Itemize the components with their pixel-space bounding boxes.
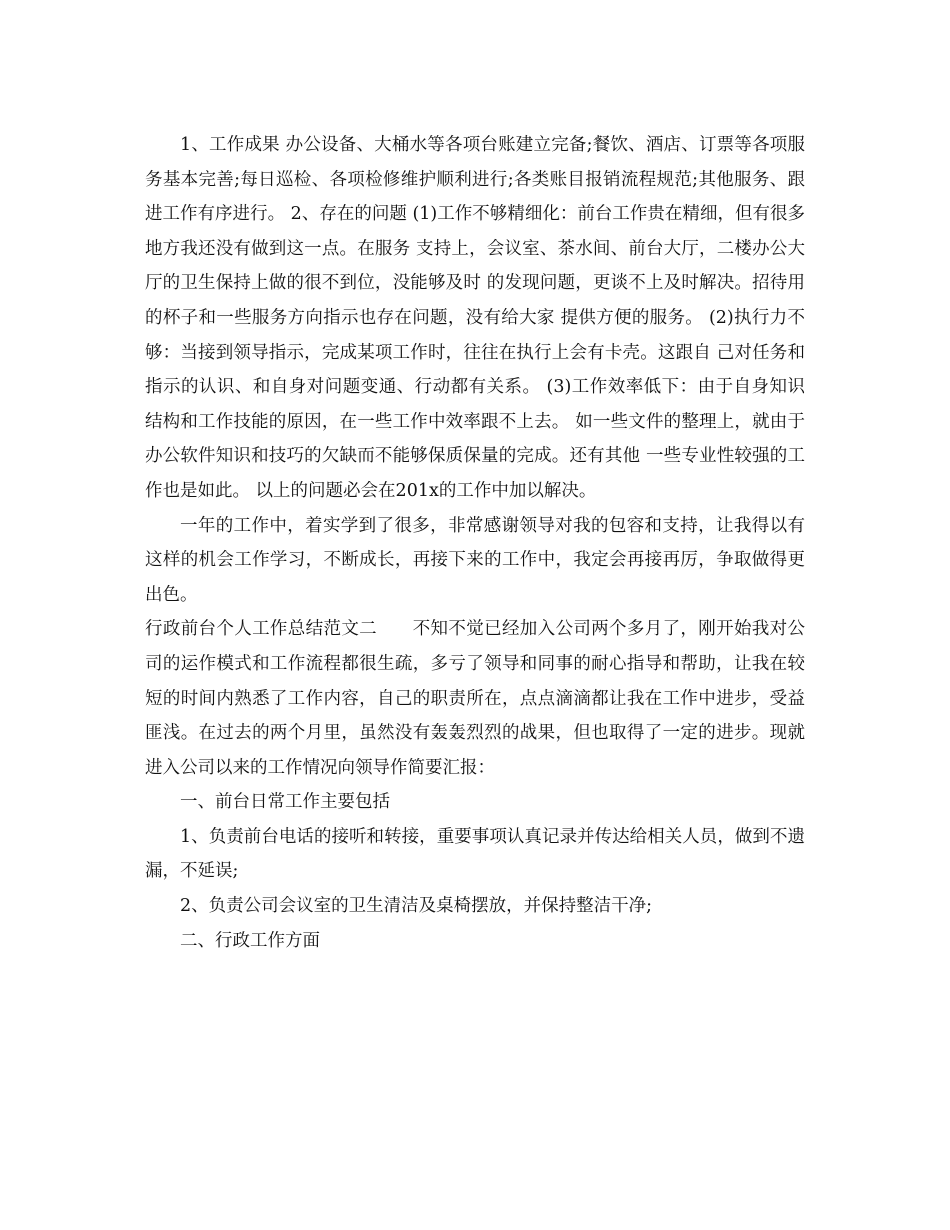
- paragraph-summary-two: 行政前台个人工作总结范文二 不知不觉已经加入公司两个多月了，刚开始我对公司的运作模式和工作流程都很生疏，多亏了领导和同事的耐心指导和帮助，让我在较短的时间内熟悉了工作内容，自己的职责所在，点点滴滴都让我在工作中进步，受益匪浅。在过去的两个月里，虽然没有轰轰烈烈的战果，但也取得了一定的进步。现就进入公司以来的工作情况向领导作简要汇报：: [145, 619, 805, 778]
- list-item-phone: 1、负责前台电话的接听和转接，重要事项认真记录并传达给相关人员，做到不遗漏，不延误;: [145, 826, 805, 882]
- section-heading-front-desk: 一、前台日常工作主要包括: [180, 792, 390, 813]
- section-heading-admin: 二、行政工作方面: [180, 930, 320, 951]
- list-item-meeting-room: 2、负责公司会议室的卫生清洁及桌椅摆放，并保持整洁干净;: [180, 896, 653, 917]
- paragraph-work-results: 1、工作成果 办公设备、大桶水等各项台账建立完备;餐饮、酒店、订票等各项服务基本完善;每日巡检、各项检修维护顺利进行;各类账目报销流程规范;其他服务、跟进工作有序进行。 2、存在的问题 (1)工作不够精细化：前台工作贵在精细，但有很多地方我还没有做到这一点。在服务 支持上，会议室、茶水间、前台大厅，二楼办公大厅的卫生保持上做的很不到位，没能够及时 的发现问题，更谈不上及时解决。招待用的杯子和一些服务方向指示也存在问题，没有给大家 提供方便的服务。 (2)执行力不够：当接到领导指示，完成某项工作时，往往在执行上会有卡壳。这跟自 己对任务和指示的认识、和自身对问题变通、行动都有关系。 (3)工作效率低下：由于自身知识结构和工作技能的原因，在一些工作中效率跟不上去。 如一些文件的整理上，就由于办公软件知识和技巧的欠缺而不能够保质保量的完成。还有其他 一些专业性较强的工作也是如此。 以上的问题必会在201x的工作中加以解决。: [145, 135, 805, 501]
- paragraph-year-review: 一年的工作中，着实学到了很多，非常感谢领导对我的包容和支持，让我得以有这样的机会工作学习，不断成长，再接下来的工作中，我定会再接再厉，争取做得更出色。: [145, 515, 805, 605]
- document-body: [145, 128, 805, 958]
